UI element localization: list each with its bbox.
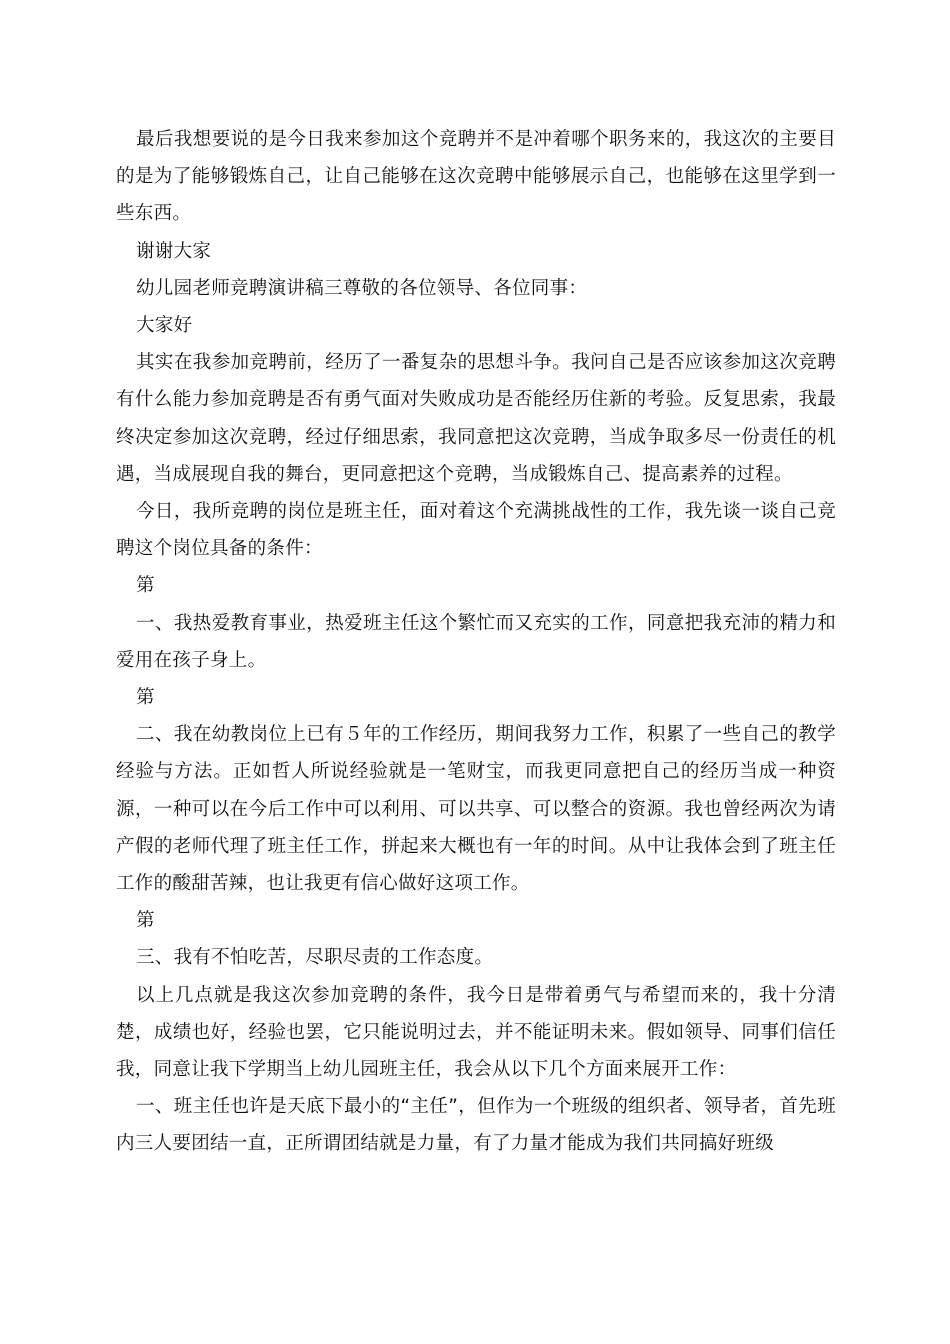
paragraph-condition-three: 三、我有不怕吃苦，尽职尽责的工作态度。 [136,947,494,969]
paragraph-greeting: 大家好 [136,315,193,337]
paragraph-plan-one: 一、班主任也许是天底下最小的“主任”，但作为一个班级的组织者、领导者，首先班内三人要团结一直，正所谓团结就是力量，有了力量才能成为我们共同搞好班级 [116,1096,836,1155]
paragraph-closing-remarks: 最后我想要说的是今日我来参加这个竞聘并不是冲着哪个职务来的，我这次的主要目的是为了能够锻炼自己，让自己能够在这次竞聘中能够展示自己，也能够在这里学到一些东西。 [116,129,836,225]
paragraph-condition-one: 一、我热爱教育事业，热爱班主任这个繁忙而又充实的工作，同意把我充沛的精力和爱用在孩子身上。 [116,612,836,671]
paragraph-position-intro: 今日，我所竞聘的岗位是班主任，面对着这个充满挑战性的工作，我先谈一谈自己竞聘这个岗位具备的条件： [116,501,836,560]
paragraph-ordinal-marker: 第 [136,575,155,597]
paragraph-ordinal-marker: 第 [136,910,155,932]
document-body [116,121,836,1163]
paragraph-speech-title-salutation: 幼儿园老师竞聘演讲稿三尊敬的各位领导、各位同事： [136,277,588,299]
paragraph-ordinal-marker: 第 [136,687,155,709]
paragraph-plan-intro: 以上几点就是我这次参加竞聘的条件，我今日是带着勇气与希望而来的，我十分清楚，成绩也好，经验也罢，它只能说明过去，并不能证明未来。假如领导、同事们信任我，同意让我下学期当上幼儿园班主任，我会从以下几个方面来展开工作： [116,984,836,1081]
paragraph-condition-two: 二、我在幼教岗位上已有５年的工作经历，期间我努力工作，积累了一些自己的教学经验与方法。正如哲人所说经验就是一笔财宝，而我更同意把自己的经历当成一种资源，一种可以在今后工作中可以利用、可以共享、可以整合的资源。我也曾经两次为请产假的老师代理了班主任工作，拼起来大概也有一年的时间。从中让我体会到了班主任工作的酸甜苦辣，也让我更有信心做好这项工作。 [116,724,836,895]
paragraph-decision: 其实在我参加竞聘前，经历了一番复杂的思想斗争。我问自己是否应该参加这次竞聘有什么能力参加竞聘是否有勇气面对失败成功是否能经历住新的考验。反复思索，我最终决定参加这次竞聘，经过仔细思索，我同意把这次竞聘，当成争取多尽一份责任的机遇，当成展现自我的舞台，更同意把这个竞聘，当成锻炼自己、提高素养的过程。 [116,352,836,485]
paragraph-thanks: 谢谢大家 [136,240,212,262]
